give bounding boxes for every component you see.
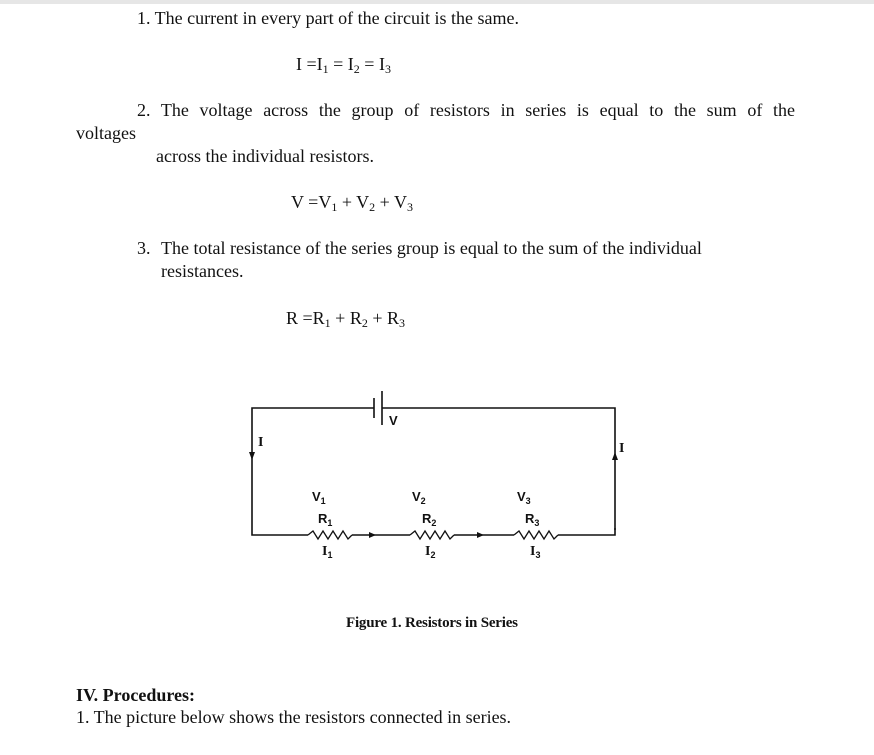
point-3-line-1: The total resistance of the series group is equal to the sum of the individual <box>161 238 702 258</box>
point-2-line-1: 2. The voltage across the group of resistors in series is equal to the sum of the <box>137 100 795 120</box>
procedures-heading: IV. Procedures: <box>76 685 195 705</box>
current-label-left: I <box>258 435 264 450</box>
arrow-down-left-icon <box>249 452 255 460</box>
arrow-right-icon <box>369 532 376 538</box>
arrow-up-right-icon <box>612 452 618 460</box>
point-2-line-3: across the individual resistors. <box>156 146 374 166</box>
current-label-right: I <box>619 441 625 456</box>
point-3-number: 3. <box>137 238 151 258</box>
voltage-label-2: $V_2$ <box>412 489 426 506</box>
resistor-label-2: $R_2$ <box>422 511 437 528</box>
voltage-label-1: $V_1$ <box>312 489 326 506</box>
point-1-text: 1. The current in every part of the circuit is the same. <box>137 8 520 28</box>
procedure-item-1: 1. The picture below shows the resistors connected in series. <box>76 707 512 727</box>
figure-caption: Figure 1. Resistors in Series <box>346 615 518 631</box>
current-label-2: $I_2$ <box>425 544 436 560</box>
resistor-2 <box>410 489 454 560</box>
resistance-equation: $R =R_1 + R_2 + R_3$ <box>286 308 406 330</box>
series-circuit-diagram <box>240 380 640 580</box>
voltage-label-3: $V_3$ <box>517 489 531 506</box>
battery-symbol <box>374 391 382 425</box>
battery-voltage-label: V <box>389 413 398 428</box>
top-divider <box>0 0 874 4</box>
point-3-line-2: resistances. <box>161 261 244 281</box>
current-label-3: $I_3$ <box>530 544 541 560</box>
top-wire <box>252 408 615 530</box>
point-2-line-2: voltages <box>76 123 136 143</box>
arrow-right-icon <box>477 532 484 538</box>
current-label-1: $I_1$ <box>322 544 333 560</box>
voltage-equation: $V =V_1 + V_2 + V_3$ <box>291 192 413 214</box>
current-equation: $I =I_1 = I_2 = I_3$ <box>296 54 391 76</box>
resistor-label-1: $R_1$ <box>318 511 333 528</box>
resistor-1 <box>308 489 352 560</box>
resistor-label-3: $R_3$ <box>525 511 540 528</box>
resistor-3 <box>514 489 558 560</box>
